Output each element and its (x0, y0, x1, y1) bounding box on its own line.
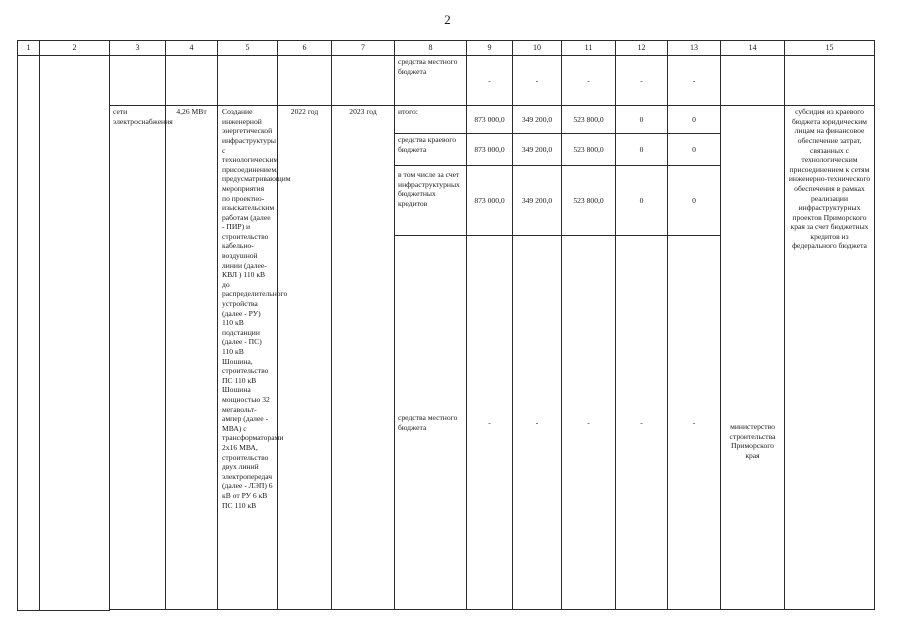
cell-source: средства краевого бюджета (395, 134, 467, 166)
object-name: сети электроснабжения (110, 106, 166, 610)
cell-source: в том числе за счет инфраструктурных бюджетных кредитов (395, 166, 467, 236)
cell-col13: 0 (668, 134, 721, 166)
cell-2023: - (562, 56, 616, 106)
col-header: 13 (668, 41, 721, 56)
budget-table (17, 40, 875, 611)
cell-col5 (218, 56, 278, 106)
cell-source: средства местного бюджета (395, 236, 467, 610)
cell-total: - (467, 56, 513, 106)
cell-col4 (166, 56, 218, 106)
col-header: 3 (110, 41, 166, 56)
object-description: Создание инженерной энергетической инфраструктуры с технологическим присоединением, предусматривающим мероприятия по проектно-изыскательским работам (далее - ПИР) и строительство кабельно-воздушной линии (далее-КВЛ ) 110 кВ до распределительного устройства (далее - РУ) 110 кВ подстанции (далее - ПС) 110 кВ Шошина, строительство ПС 110 кВ Шошина мощностью 32 мегавольт-ампер (далее - МВА) с трансформаторами 2х16 МВА, строительство двух линий электропередач (далее - ЛЭП) 6 кВ от РУ 6 кВ ПС 110 кВ (218, 106, 278, 610)
cell-col12: 0 (616, 134, 668, 166)
cell-col13: - (668, 56, 721, 106)
cell-2023: - (562, 236, 616, 610)
cell-col14 (721, 56, 785, 106)
col-header: 7 (332, 41, 395, 56)
col-header: 15 (785, 41, 875, 56)
cell-col15 (785, 56, 875, 106)
col-header: 4 (166, 41, 218, 56)
col-header: 2 (40, 41, 110, 56)
cell-col13: 0 (668, 166, 721, 236)
table-row (18, 106, 875, 134)
cell-col13: - (668, 236, 721, 610)
cell-total: 873 000,0 (467, 106, 513, 134)
cell-2022: 349 200,0 (513, 106, 562, 134)
cell-col13: 0 (668, 106, 721, 134)
cell-2022: 349 200,0 (513, 166, 562, 236)
funding-note: субсидия из краевого бюджета юридическим лицам на финансовое обеспечение затрат, связанных с технологическим присоединением к сетям инженерно-технического обеспечения в рамках реализации инфраструктурных проектов Приморского края за счет бюджетных кредитов из федерального бюджета (785, 106, 875, 610)
col-header: 8 (395, 41, 467, 56)
page-number: 2 (444, 12, 451, 27)
header-row (18, 41, 875, 56)
cell-2022: - (513, 56, 562, 106)
cell-total: - (467, 236, 513, 610)
cell-col12: 0 (616, 166, 668, 236)
cell-source: итого: (395, 106, 467, 134)
cell-2023: 523 800,0 (562, 134, 616, 166)
table-row (18, 610, 875, 611)
ministry: министерство строительства Приморского края (721, 106, 785, 610)
cell-2022: 349 200,0 (513, 134, 562, 166)
cell-col2 (40, 56, 110, 611)
cell-2022: - (513, 236, 562, 610)
cell-col6 (278, 56, 332, 106)
cell-col3 (110, 56, 166, 106)
cell-2023: 523 800,0 (562, 106, 616, 134)
cell-total: 873 000,0 (467, 166, 513, 236)
cell-col12: 0 (616, 106, 668, 134)
col-header: 14 (721, 41, 785, 56)
col-header: 6 (278, 41, 332, 56)
cell-2023: 523 800,0 (562, 166, 616, 236)
table-row (18, 56, 875, 106)
col-header: 9 (467, 41, 513, 56)
cell-total: 873 000,0 (467, 134, 513, 166)
col-header: 1 (18, 41, 40, 56)
start-year: 2022 год (278, 106, 332, 610)
end-year: 2023 год (332, 106, 395, 610)
cell-col1 (18, 56, 40, 611)
cell-col12: - (616, 56, 668, 106)
col-header: 11 (562, 41, 616, 56)
cell-col12: - (616, 236, 668, 610)
cell-col7 (332, 56, 395, 106)
cell-source: средства местного бюджета (395, 56, 467, 106)
spacer-cell (110, 610, 875, 611)
col-header: 10 (513, 41, 562, 56)
col-header: 12 (616, 41, 668, 56)
object-capacity: 4,26 МВт (166, 106, 218, 610)
col-header: 5 (218, 41, 278, 56)
